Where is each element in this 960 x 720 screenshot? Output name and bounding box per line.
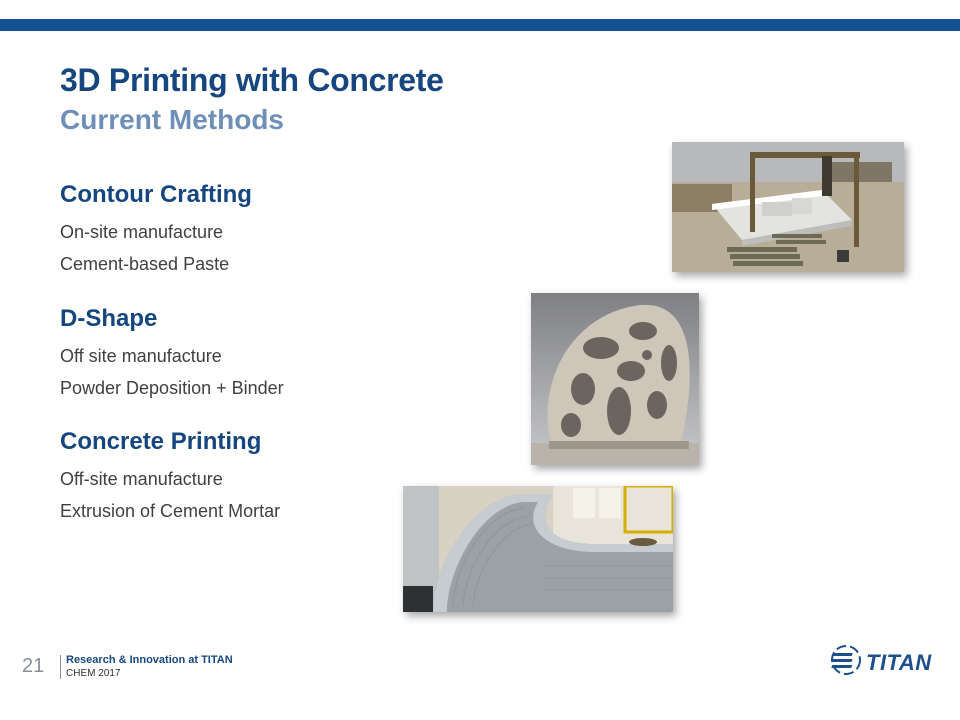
section-contour-crafting	[60, 180, 480, 280]
section-d-shape	[60, 304, 480, 404]
footer-divider	[60, 655, 61, 679]
titan-logo	[830, 644, 932, 681]
slide-title: 3D Printing with Concrete	[60, 62, 444, 98]
top-accent-bar	[0, 19, 960, 31]
d-shape-sculpture-photo	[531, 293, 699, 465]
concrete-printing-photo	[403, 486, 673, 612]
section-line: Powder Deposition + Binder	[60, 378, 284, 398]
footer-organization: Research & Innovation at TITAN	[66, 654, 233, 666]
slide-subtitle: Current Methods	[60, 104, 284, 135]
section-line: Off site manufacture	[60, 346, 222, 366]
section-heading: D-Shape	[60, 305, 158, 332]
section-line: Extrusion of Cement Mortar	[60, 501, 281, 521]
section-line: On-site manufacture	[60, 222, 224, 242]
page-number: 21	[22, 655, 45, 677]
titan-swoosh-logo-icon	[830, 644, 862, 681]
section-line: Off-site manufacture	[60, 469, 223, 489]
contour-crafting-photo	[672, 142, 904, 272]
section-heading: Concrete Printing	[60, 428, 262, 455]
section-heading: Contour Crafting	[60, 181, 252, 208]
section-line: Cement-based Paste	[60, 254, 230, 274]
logo-text: TITAN	[866, 649, 932, 675]
footer-event: CHEM 2017	[66, 668, 121, 679]
